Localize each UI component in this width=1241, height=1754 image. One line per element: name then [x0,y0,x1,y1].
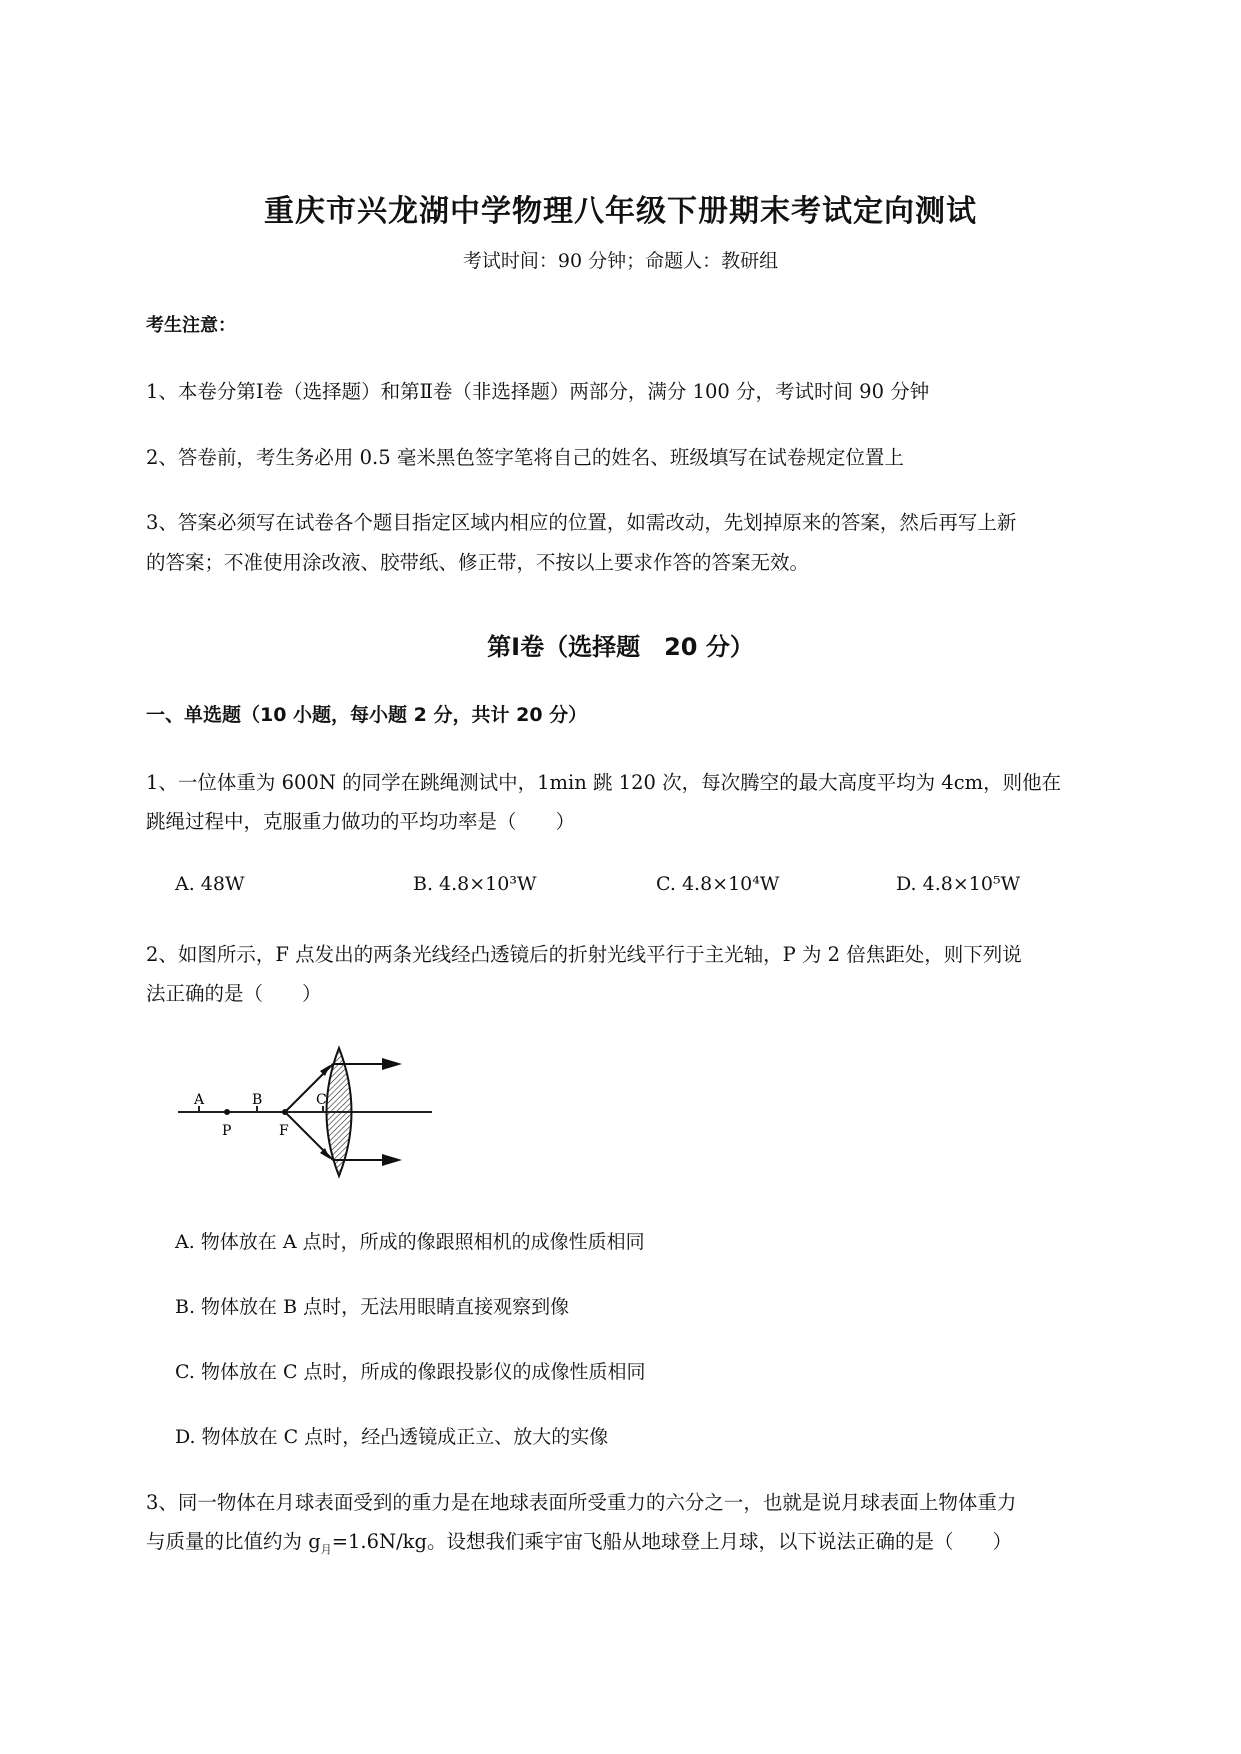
label-a: A [194,1092,205,1108]
question-2-option-d: D. 物体放在 C 点时，经凸透镜成正立、放大的实像 [175,1426,609,1448]
label-p: P [222,1123,232,1139]
label-c: C [316,1092,327,1108]
question-3-text-continued [146,1526,1012,1557]
notice-item: 1、本卷分第Ⅰ卷（选择题）和第Ⅱ卷（非选择题）两部分，满分 100 分，考试时间 90 分钟 [146,380,930,403]
question-2-option-a: A. 物体放在 A 点时，所成的像跟照相机的成像性质相同 [175,1231,645,1253]
question-1-option-b: B. 4.8×10³W [413,873,537,895]
section-heading: 第Ⅰ卷（选择题 20 分） [487,633,754,661]
exam-subtitle: 考试时间：90 分钟；命题人：教研组 [462,250,779,272]
label-f: F [279,1123,289,1139]
arrow-upper-refracted [382,1058,402,1070]
question-1-option-c: C. 4.8×10⁴W [656,873,780,895]
question-2-option-c: C. 物体放在 C 点时，所成的像跟投影仪的成像性质相同 [175,1361,646,1383]
notice-heading: 考生注意： [146,315,236,336]
notice-item: 3、答案必须写在试卷各个题目指定区域内相应的位置，如需改动，先划掉原来的答案，然后再写上新 [146,511,1017,534]
notice-item-continued: 的答案；不准使用涂改液、胶带纸、修正带，不按以上要求作答的答案无效。 [146,551,810,574]
label-b: B [252,1092,263,1108]
question-3-text-part: 与质量的比值约为 g [146,1530,321,1553]
question-3-text: 3、同一物体在月球表面受到的重力是在地球表面所受重力的六分之一，也就是说月球表面上物体重力 [146,1491,1017,1514]
question-2-option-b: B. 物体放在 B 点时，无法用眼睛直接观察到像 [175,1296,570,1318]
moon-subscript: 月 [320,1542,332,1556]
convex-lens-figure [170,1040,440,1190]
question-1-option-d: D. 4.8×10⁵W [896,873,1021,895]
question-2-text: 2、如图所示，F 点发出的两条光线经凸透镜后的折射光线平行于主光轴，P 为 2 倍焦距处，则下列说 [146,943,1022,966]
arrow-lower-refracted [382,1154,402,1166]
part-heading: 一、单选题（10 小题，每小题 2 分，共计 20 分） [146,704,588,726]
question-1-text-continued: 跳绳过程中，克服重力做功的平均功率是（ ） [146,810,576,833]
question-1-text: 1、一位体重为 600N 的同学在跳绳测试中，1min 跳 120 次，每次腾空的最大高度平均为 4cm，则他在 [146,771,1062,794]
question-3-text-part: =1.6N/kg。设想我们乘宇宙飞船从地球登上月球，以下说法正确的是（ ） [331,1530,1012,1553]
notice-item: 2、答卷前，考生务必用 0.5 毫米黑色签字笔将自己的姓名、班级填写在试卷规定位置上 [146,446,904,469]
question-2-text-continued: 法正确的是（ ） [146,982,322,1005]
question-1-option-a: A. 48W [175,873,245,895]
point-p [224,1109,230,1115]
page-title: 重庆市兴龙湖中学物理八年级下册期末考试定向测试 [264,194,977,229]
